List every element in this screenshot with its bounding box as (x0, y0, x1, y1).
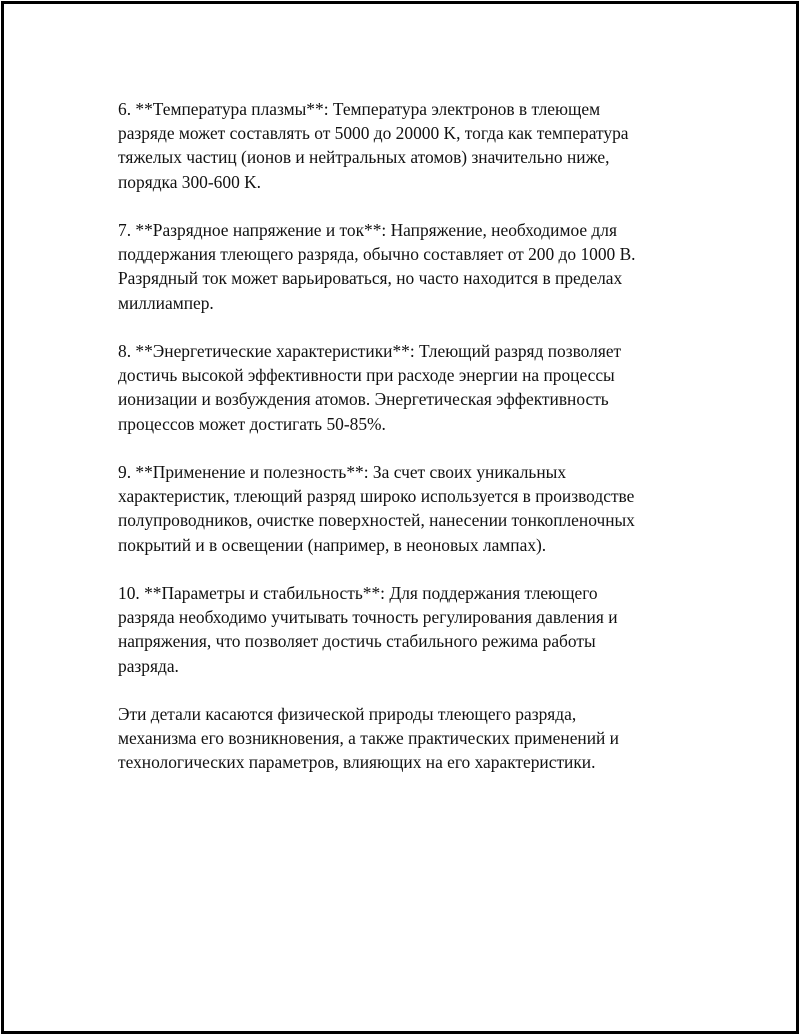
paragraph-plasma-temperature: 6. **Температура плазмы**: Температура электронов в тлеющем разряде может составлять от 5000 до 20000 K, тогда как температура тяжелых частиц (ионов и нейтральных атомов) значительно ниже, порядка 300-600 K. (118, 99, 629, 192)
paragraph-parameters-stability: 10. **Параметры и стабильность**: Для поддержания тлеющего разряда необходимо учитывать точность регулирования давления и напряжения, что позволяет достичь стабильного режима работы разряда. (118, 583, 618, 676)
document-body (118, 97, 688, 799)
paragraph-energy-characteristics: 8. **Энергетические характеристики**: Тлеющий разряд позволяет достичь высокой эффективности при расходе энергии на процессы ионизации и возбуждения атомов. Энергетическая эффективность процессов может достигать 50-85%. (118, 341, 622, 434)
paragraph-applications: 9. **Применение и полезность**: За счет своих уникальных характеристик, тлеющий разряд широко используется в производстве полупроводников, очистке поверхностей, нанесении тонкопленочных покрытий и в освещении (например, в неоновых лампах). (118, 462, 635, 555)
paragraph-conclusion: Эти детали касаются физической природы тлеющего разряда, механизма его возникновения, а также практических применений и технологических параметров, влияющих на его характеристики. (118, 704, 619, 773)
document-page (1, 1, 799, 1034)
paragraph-discharge-voltage-current: 7. **Разрядное напряжение и ток**: Напряжение, необходимое для поддержания тлеющего разряда, обычно составляет от 200 до 1000 В. Разрядный ток может варьироваться, но часто находится в пределах миллиампер. (118, 220, 636, 313)
